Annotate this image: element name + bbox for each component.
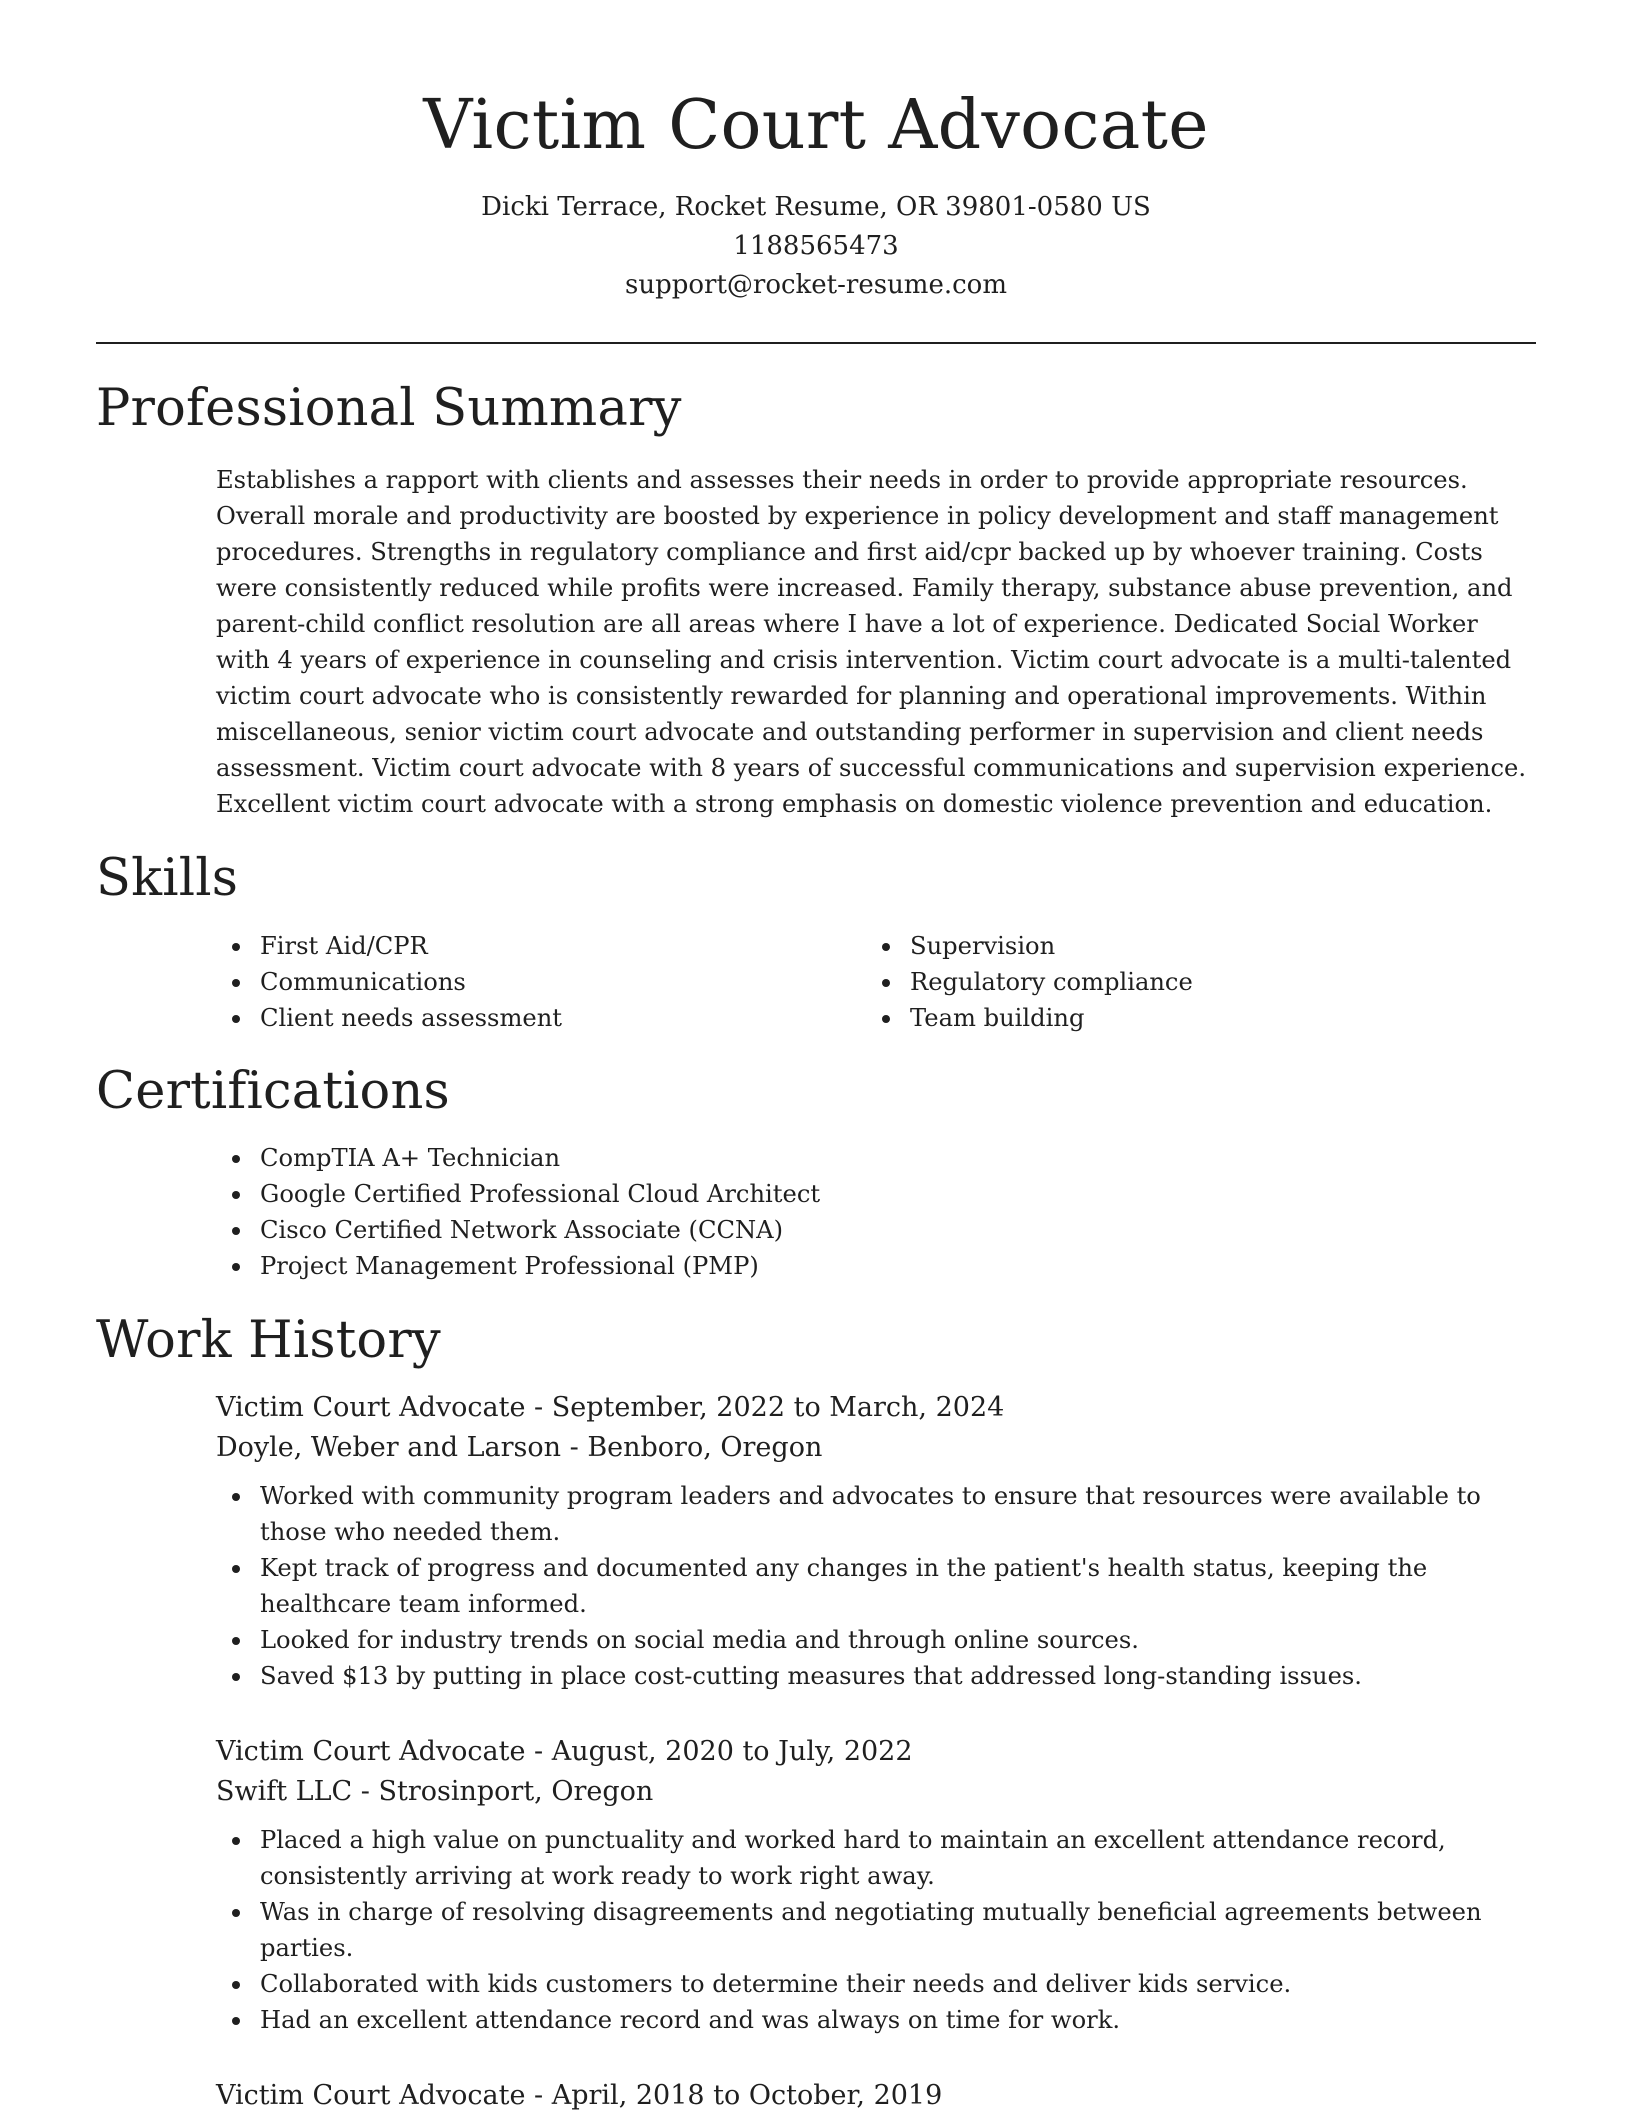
job-duty: Had an excellent attendance record and was always on time for work. <box>216 2002 1536 2038</box>
work-history-heading: Work History <box>96 1311 441 1370</box>
job-title: Victim Court Advocate <box>216 2080 526 2111</box>
certifications-list <box>216 1140 1516 1284</box>
skill-item: Regulatory compliance <box>866 964 1506 1000</box>
summary-heading: Professional Summary <box>96 379 682 438</box>
resume-header <box>0 0 1632 305</box>
certification-item: Project Management Professional (PMP) <box>216 1248 1516 1284</box>
job-entry <box>216 2076 1536 2116</box>
job-company-line: Doyle, Weber and Larson - Benboro, Oregon <box>216 1432 823 1463</box>
job-duty: Kept track of progress and documented any changes in the patient's health status, keeping the healthcare team informed. <box>216 1550 1536 1622</box>
job-location: Benboro, Oregon <box>587 1432 823 1463</box>
certification-item: CompTIA A+ Technician <box>216 1140 1516 1176</box>
job-duty: Was in charge of resolving disagreements and negotiating mutually beneficial agreements between parties. <box>216 1894 1536 1966</box>
job-title-line: Victim Court Advocate - April, 2018 to October, 2019 <box>216 2080 943 2111</box>
job-company-line: Swift LLC - Strosinport, Oregon <box>216 1776 654 1807</box>
job-dates: April, 2018 to October, 2019 <box>551 2080 943 2111</box>
certification-item: Google Certified Professional Cloud Architect <box>216 1176 1516 1212</box>
job-company: Swift LLC <box>216 1776 353 1807</box>
skills-heading: Skills <box>96 849 239 908</box>
job-duty: Looked for industry trends on social media and through online sources. <box>216 1622 1536 1658</box>
skill-item: Client needs assessment <box>216 1000 856 1036</box>
summary-text: Establishes a rapport with clients and assesses their needs in order to provide appropriate resources. Overall morale and productivity are boosted by experience in policy development and staff management procedures. Strengths in regulatory compliance and first aid/cpr backed up by whoever training. Costs were consistently reduced while profits were increased. Family therapy, substance abuse prevention, and parent-child conflict resolution are all areas where I have a lot of experience. Dedicated Social Worker with 4 years of experience in counseling and crisis intervention. Victim court advocate is a multi-talented victim court advocate who is consistently rewarded for planning and operational improvements. Within miscellaneous, senior victim court advocate and outstanding performer in supervision and client needs assessment. Victim court advocate with 8 years of successful communications and supervision experience. Excellent victim court advocate with a strong emphasis on domestic violence prevention and education. <box>216 466 1527 818</box>
job-entry <box>216 1732 1536 2038</box>
contact-info <box>0 188 1632 305</box>
job-title: Victim Court Advocate <box>216 1392 526 1423</box>
job-entry <box>216 1388 1536 1694</box>
certifications-heading: Certifications <box>96 1062 450 1121</box>
contact-address: Dicki Terrace, Rocket Resume, OR 39801-0580 US <box>481 192 1151 222</box>
job-dates: August, 2020 to July, 2022 <box>551 1736 913 1767</box>
job-duty: Worked with community program leaders and advocates to ensure that resources were available to those who needed them. <box>216 1478 1536 1550</box>
skills-list-left <box>216 928 856 1036</box>
candidate-name: Victim Court Advocate <box>423 86 1209 165</box>
contact-phone: 1188565473 <box>733 231 899 261</box>
job-title-line: Victim Court Advocate - September, 2022 to March, 2024 <box>216 1392 1005 1423</box>
skill-item: Communications <box>216 964 856 1000</box>
contact-email: support@rocket-resume.com <box>624 270 1007 300</box>
certification-item: Cisco Certified Network Associate (CCNA) <box>216 1212 1516 1248</box>
job-duties-list <box>216 1478 1536 1694</box>
skill-item: First Aid/CPR <box>216 928 856 964</box>
job-location: Strosinport, Oregon <box>378 1776 654 1807</box>
job-title-line: Victim Court Advocate - August, 2020 to July, 2022 <box>216 1736 913 1767</box>
skill-item: Team building <box>866 1000 1506 1036</box>
job-duty: Saved $13 by putting in place cost-cutting measures that addressed long-standing issues. <box>216 1658 1536 1694</box>
job-dates: September, 2022 to March, 2024 <box>551 1392 1005 1423</box>
skill-item: Supervision <box>866 928 1506 964</box>
job-duties-list <box>216 1822 1536 2038</box>
job-title: Victim Court Advocate <box>216 1736 526 1767</box>
job-duty: Collaborated with kids customers to determine their needs and deliver kids service. <box>216 1966 1536 2002</box>
job-company: Doyle, Weber and Larson <box>216 1432 562 1463</box>
header-divider <box>96 342 1536 344</box>
job-duty: Placed a high value on punctuality and worked hard to maintain an excellent attendance record, consistently arriving at work ready to work right away. <box>216 1822 1536 1894</box>
skills-list-right <box>866 928 1506 1036</box>
